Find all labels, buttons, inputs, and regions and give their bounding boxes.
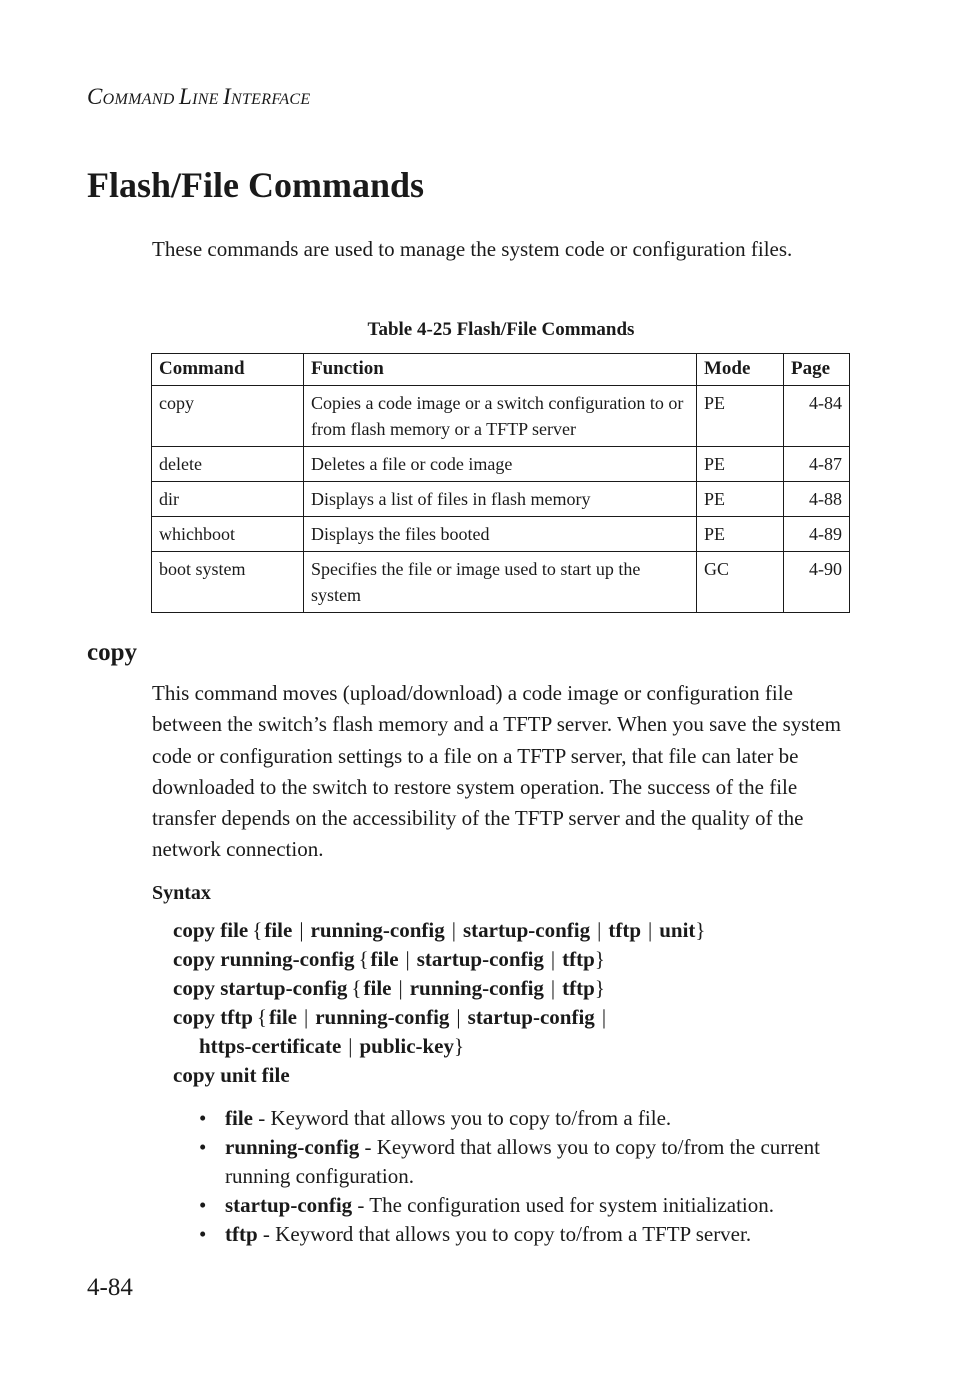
syntax-keyword: running-config [409,976,544,1000]
copy-description: This command moves (upload/download) a code image or configuration file between the switch’s flash memory and a TFTP server. When you save the system code or configuration settings to a file on a TFTP server, that file can later be downloaded to the switch to restore system operation. The success of the file transfer depends on the accessibility of the TFTP server and the quality of the network connection. [152,681,841,862]
parameter-term: startup-config [225,1193,353,1217]
cell-function: Displays the files booted [304,517,697,552]
commands-table [151,353,850,613]
syntax-separator: | [405,947,410,971]
cell-function: Deletes a file or code image [304,447,697,482]
cell-function: Specifies the file or image used to start up the system [304,552,697,613]
parameter-list [197,1104,847,1249]
table-row [152,552,850,613]
bullet-icon: • [199,1135,207,1159]
parameter-term: running-config [225,1135,360,1159]
cell-page: 4-88 [784,482,850,517]
bullet-icon: • [199,1106,207,1130]
cell-mode: GC [697,552,784,613]
running-head [87,84,310,110]
syntax-keyword: running-config [310,918,445,942]
column-header: Mode [697,354,784,386]
syntax-brace: } [594,947,605,971]
cell-mode: PE [697,386,784,447]
syntax-keyword: public-key [359,1034,455,1058]
syntax-separator: | [550,947,556,971]
cell-mode: PE [697,517,784,552]
parameter-term: tftp [225,1222,258,1246]
table-row [152,482,850,517]
syntax-brace: { [256,1005,268,1029]
table-row [152,517,850,552]
syntax-line [173,945,853,974]
cell-page: 4-89 [784,517,850,552]
section-title: Flash/File Commands [87,165,425,205]
syntax-keyword: file [269,1005,297,1029]
bullet-icon: • [199,1193,207,1217]
column-header: Function [304,354,697,386]
bullet-icon: • [199,1222,207,1246]
syntax-keyword: startup-config [462,918,591,942]
cell-function: Displays a list of files in flash memory [304,482,697,517]
cell-command: whichboot [152,517,304,552]
syntax-separator: | [304,1005,309,1029]
syntax-keyword: https-certificate [199,1034,342,1058]
syntax-line [173,916,853,945]
page-number: 4-84 [87,1274,133,1301]
column-header: Page [784,354,850,386]
syntax-brace: { [358,947,369,971]
syntax-separator: | [348,1034,353,1058]
syntax-block [173,916,853,1090]
cell-function: Copies a code image or a switch configuration to or from flash memory or a TFTP server [304,386,697,447]
syntax-keyword: running-config [315,1005,450,1029]
syntax-brace: { [252,918,263,942]
syntax-brace: } [594,976,605,1000]
syntax-separator: | [451,918,456,942]
table-caption: Table 4-25 Flash/File Commands [367,319,635,340]
list-item [197,1220,847,1249]
list-item [197,1133,847,1191]
parameter-text: - Keyword that allows you to copy to/from the current running configuration. [225,1135,820,1188]
running-head-cap: C [87,84,103,109]
cell-command: delete [152,447,304,482]
parameter-text: - Keyword that allows you to copy to/from a file. [252,1106,672,1130]
syntax-command: copy running-config [173,947,355,971]
syntax-brace: } [695,918,706,942]
syntax-command: copy file [173,918,249,942]
running-head-small: INE [192,91,224,108]
column-header: Command [152,354,304,386]
running-head-small: OMMAND [102,91,179,108]
syntax-brace: } [454,1034,465,1058]
table-row [152,386,850,447]
syntax-keyword: tftp [608,918,642,942]
running-head-small: NTERFACE [231,91,311,108]
cell-command: dir [152,482,304,517]
syntax-keyword: startup-config [416,947,544,971]
syntax-brace: { [351,976,362,1000]
cell-page: 4-90 [784,552,850,613]
syntax-separator: | [601,1005,607,1029]
cell-command: boot system [152,552,304,613]
syntax-heading: Syntax [152,882,211,904]
syntax-line [173,1032,853,1061]
syntax-keyword: file [363,976,392,1000]
syntax-line [173,1003,853,1032]
syntax-keyword: tftp [562,947,595,971]
parameter-text: - The configuration used for system initialization. [352,1193,775,1217]
syntax-command: copy unit file [173,1063,290,1087]
list-item [197,1191,847,1220]
syntax-keyword: file [370,947,399,971]
list-item [197,1104,847,1133]
parameter-term: file [225,1106,253,1130]
running-head-cap: L [178,84,193,109]
syntax-separator: | [299,918,304,942]
syntax-separator: | [550,976,556,1000]
syntax-separator: | [398,976,403,1000]
cell-mode: PE [697,447,784,482]
syntax-keyword: startup-config [467,1005,595,1029]
cell-mode: PE [697,482,784,517]
syntax-command: copy startup-config [173,976,348,1000]
syntax-line [173,974,853,1003]
cell-command: copy [152,386,304,447]
syntax-separator: | [648,918,653,942]
syntax-line [173,1061,853,1090]
syntax-separator: | [456,1005,461,1029]
table-header-row [152,354,850,386]
copy-heading: copy [87,639,137,666]
running-head-cap: I [223,84,232,109]
syntax-command: copy tftp [173,1005,253,1029]
table-row [152,447,850,482]
syntax-separator: | [597,918,602,942]
cell-page: 4-87 [784,447,850,482]
syntax-keyword: file [264,918,293,942]
cell-page: 4-84 [784,386,850,447]
section-intro: These commands are used to manage the system code or configuration files. [152,237,793,261]
syntax-keyword: unit [659,918,696,942]
parameter-text: - Keyword that allows you to copy to/from a TFTP server. [257,1222,752,1246]
syntax-keyword: tftp [562,976,595,1000]
